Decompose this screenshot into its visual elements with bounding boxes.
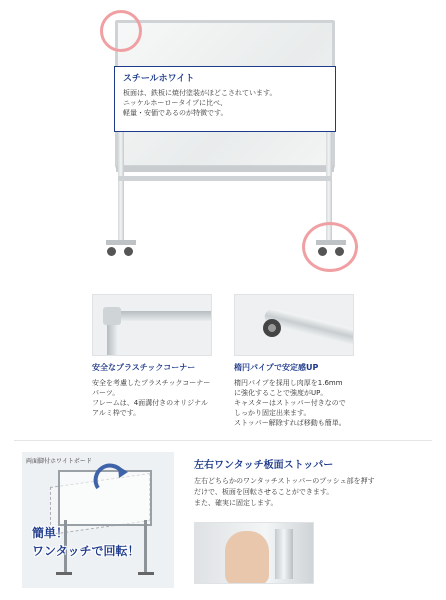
stopper-bracket xyxy=(275,529,293,579)
info-line: 板面は、鉄板に焼付塗装がほどこされています。 xyxy=(123,89,277,97)
feature-line: 安全を考慮したプラスチックコーナー xyxy=(92,379,211,387)
feature-line: に強化することで強度がUP。 xyxy=(234,389,328,397)
marker-tray xyxy=(116,166,334,172)
hand-icon xyxy=(225,531,269,584)
caster-highlight-circle xyxy=(302,222,358,272)
caster-wheel xyxy=(124,247,133,256)
rotation-label: 両面脚付ホワイトボード xyxy=(26,458,92,465)
info-line: ニッケルホーロータイプに比べ、 xyxy=(123,99,228,107)
feature-line: フレームは、4面溝付きのオリジナル xyxy=(92,399,208,407)
feature-body xyxy=(92,378,222,418)
plastic-corner-icon xyxy=(103,307,121,325)
info-body xyxy=(123,88,327,118)
rotation-headline: 簡単！ xyxy=(32,526,69,540)
feature-line: キャスターはストッパー付きなので xyxy=(234,399,346,407)
plastic-corner-photo xyxy=(92,294,212,356)
stand-crossbar xyxy=(118,176,332,181)
feature-line: しっかり固定出来ます。 xyxy=(234,409,311,417)
stopper-line: また、確実に固定します。 xyxy=(194,499,278,507)
feature-line: アルミ枠です。 xyxy=(92,409,141,417)
info-title: スチールホワイト xyxy=(123,74,195,84)
elliptical-pipe-photo xyxy=(234,294,354,356)
frame-edge xyxy=(107,311,212,321)
rotation-stand-foot xyxy=(56,572,72,575)
section-divider xyxy=(14,440,432,441)
corner-highlight-circle xyxy=(100,10,142,52)
stopper-photo xyxy=(194,522,314,584)
caster-wheel xyxy=(107,247,116,256)
caster-icon xyxy=(263,319,281,337)
rotation-headline: ワンタッチで回転！ xyxy=(32,544,140,558)
stopper-line: だけで、板面を回転させることができます。 xyxy=(194,488,334,496)
steel-white-info-box xyxy=(114,66,336,132)
rotate-arrow-icon xyxy=(92,462,132,502)
info-line: 軽量・安価であるのが特徴です。 xyxy=(123,109,228,117)
feature-line: ストッパー解除すれば移動も簡単。 xyxy=(234,419,346,427)
rotation-stand-foot xyxy=(138,572,154,575)
stand-foot-left xyxy=(106,240,136,245)
feature-title: 安全なプラスチックコーナー xyxy=(92,363,196,372)
stopper-line: 左右どちらかのワンタッチストッパーのプッシュ部を押す xyxy=(194,477,375,485)
feature-line: 楕円パイプを採用し肉厚を1.6mm xyxy=(234,379,343,387)
stopper-body xyxy=(194,476,434,509)
feature-title: 楕円パイプで安定感UP xyxy=(234,363,319,372)
feature-body xyxy=(234,378,384,428)
rotation-stand-post xyxy=(144,520,147,572)
feature-line: パーツ。 xyxy=(92,389,120,397)
stopper-title: 左右ワンタッチ板面ストッパー xyxy=(194,460,334,471)
